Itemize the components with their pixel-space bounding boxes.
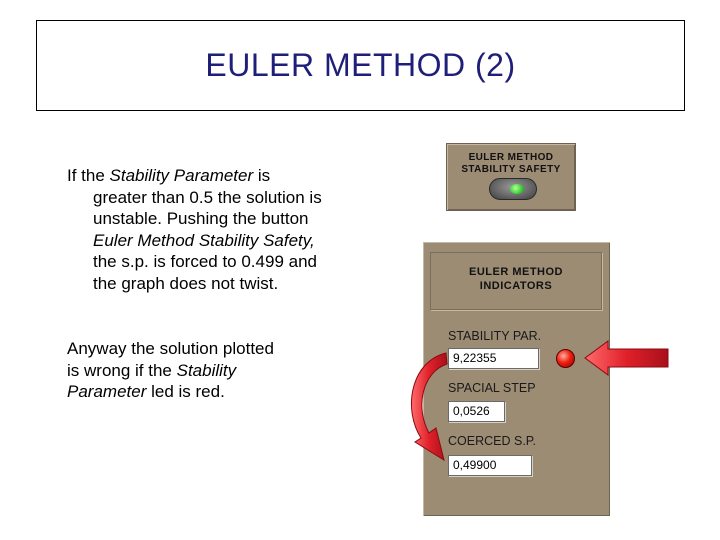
slide-title: EULER METHOD (2) [205,47,516,83]
text-segment: If the [67,166,110,185]
paragraph-stability [67,165,387,294]
text-line: greater than 0.5 the solution is [93,187,322,207]
text-segment: is wrong if the [67,360,177,380]
paragraph-warning [67,338,327,403]
text-line: Anyway the solution plotted [67,339,274,358]
green-led-icon [510,184,524,194]
title-box [36,20,685,111]
text-line: the s.p. is forced to 0.499 and [93,252,317,271]
text-segment: led is red. [146,382,225,401]
indicators-title-line1: EULER METHOD [469,266,563,278]
coerced-sp-field: 0,49900 [448,455,532,476]
stability-safety-title-line1: EULER METHOD [468,152,554,163]
text-line [67,381,327,403]
text-line [67,360,327,382]
text-segment-italic: Parameter [67,382,147,401]
text-line: the graph does not twist. [93,273,279,293]
text-line: unstable. Pushing the button [93,209,309,228]
stability-safety-panel [446,143,576,211]
text-line [67,165,387,187]
stability-safety-title-line2: STABILITY SAFETY [461,164,561,175]
text-segment: is [253,166,271,185]
stability-safety-title [447,152,575,176]
indicators-title-line2: INDICATORS [479,280,553,292]
text-segment-italic: Stability [176,360,237,380]
coerced-sp-label: COERCED S.P. [448,434,536,448]
text-segment-italic: Stability Parameter [109,166,254,185]
indicators-title [430,265,602,293]
spacial-step-label: SPACIAL STEP [448,381,536,395]
stability-par-field: 9,22355 [448,348,539,369]
red-led-icon [556,349,575,368]
stability-safety-button[interactable] [489,178,537,200]
stability-par-label: STABILITY PAR. [448,329,542,343]
spacial-step-field: 0,0526 [448,401,505,422]
text-line-italic: Euler Method Stability Safety, [93,230,315,250]
